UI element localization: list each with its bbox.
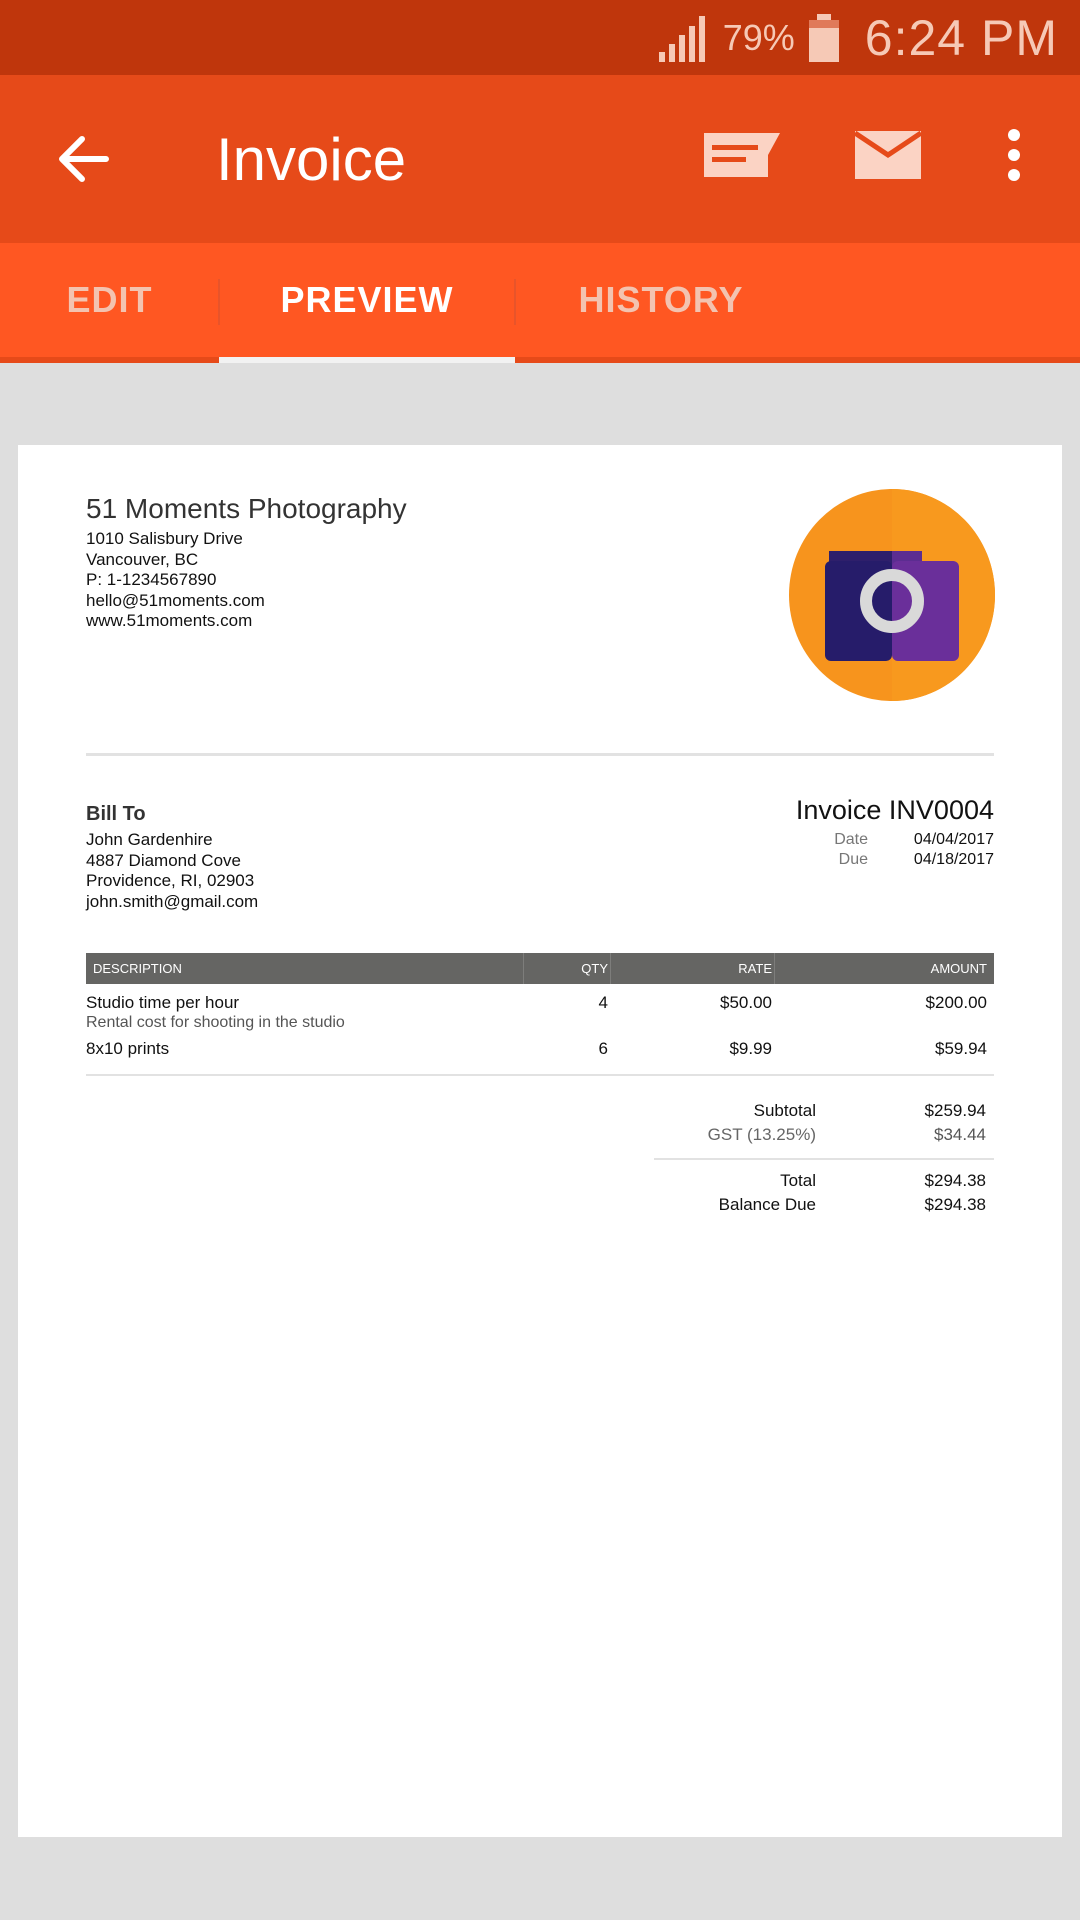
item-rate: $50.00 — [720, 993, 772, 1012]
client-address-line1: 4887 Diamond Cove — [86, 850, 241, 870]
items-divider — [86, 1074, 994, 1076]
active-tab-indicator — [219, 357, 515, 363]
status-bar — [0, 0, 1080, 75]
mail-icon — [853, 129, 923, 181]
subtotal-row — [616, 1101, 994, 1121]
header-rate: RATE — [738, 961, 772, 976]
company-name: 51 Moments Photography — [86, 493, 407, 524]
column-separator — [774, 953, 775, 984]
message-icon — [702, 131, 782, 179]
items-table-header — [86, 953, 994, 984]
company-email: hello@51moments.com — [86, 590, 265, 610]
invoice-number: Invoice INV0004 — [795, 795, 994, 825]
header-description: DESCRIPTION — [93, 961, 182, 976]
back-button[interactable] — [44, 119, 124, 199]
app-bar — [0, 75, 1080, 243]
date-label: Date — [834, 831, 868, 848]
tab-bar — [0, 243, 1080, 363]
tab-edit[interactable]: EDIT — [66, 279, 153, 320]
email-button[interactable] — [852, 115, 924, 195]
subtotal-value: $259.94 — [924, 1101, 986, 1120]
tab-history[interactable]: HISTORY — [578, 279, 744, 320]
item-amount: $59.94 — [935, 1039, 987, 1058]
back-arrow-icon — [58, 135, 110, 183]
total-row — [616, 1171, 994, 1191]
item-qty: 4 — [598, 993, 608, 1012]
subtotal-label: Subtotal — [753, 1101, 816, 1120]
company-address-line1: 1010 Salisbury Drive — [86, 529, 243, 548]
item-amount: $200.00 — [925, 993, 987, 1012]
tab-preview[interactable]: PREVIEW — [280, 279, 454, 320]
header-qty: QTY — [581, 961, 608, 976]
invoice-due-row — [788, 851, 994, 869]
balance-due-value: $294.38 — [924, 1195, 986, 1214]
company-phone: P: 1-1234567890 — [86, 570, 217, 589]
more-options-button[interactable] — [992, 115, 1036, 195]
page-title: Invoice — [216, 126, 407, 193]
bill-to-details — [86, 830, 258, 912]
item-description: 8x10 prints — [86, 1039, 170, 1058]
battery-percent: 79% — [722, 16, 795, 58]
table-row — [86, 1039, 994, 1061]
due-value: 04/18/2017 — [913, 851, 994, 868]
item-qty: 6 — [598, 1039, 608, 1058]
status-indicators — [657, 0, 1058, 75]
total-label: Total — [780, 1171, 816, 1190]
client-email: john.smith@gmail.com — [86, 891, 259, 911]
header-amount: AMOUNT — [930, 961, 987, 976]
header-divider — [86, 753, 994, 756]
client-address-line2: Providence, RI, 02903 — [86, 871, 255, 890]
company-website: www.51moments.com — [86, 611, 253, 630]
invoice-date-row — [788, 831, 994, 849]
signal-icon — [657, 14, 709, 62]
camera-logo-icon — [789, 489, 995, 701]
clock: 6:24 PM — [864, 9, 1058, 66]
balance-due-row — [616, 1195, 994, 1215]
item-description: Studio time per hour — [86, 993, 240, 1012]
client-name: John Gardenhire — [86, 830, 213, 849]
more-vert-icon — [1004, 129, 1024, 181]
tax-label: GST (13.25%) — [707, 1125, 816, 1144]
tax-row — [616, 1125, 994, 1145]
invoice-preview — [18, 445, 1062, 1837]
column-separator — [610, 953, 611, 984]
item-detail: Rental cost for shooting in the studio — [86, 1014, 345, 1031]
message-button[interactable] — [702, 115, 782, 195]
tax-value: $34.44 — [934, 1125, 986, 1144]
company-address-line2: Vancouver, BC — [86, 549, 199, 569]
item-rate: $9.99 — [729, 1039, 772, 1058]
totals-divider — [654, 1158, 994, 1160]
due-label: Due — [838, 851, 868, 868]
table-row — [86, 993, 994, 1037]
battery-icon — [807, 14, 841, 62]
date-value: 04/04/2017 — [913, 831, 994, 848]
bill-to-heading: Bill To — [86, 803, 146, 825]
company-details — [86, 529, 265, 632]
total-value: $294.38 — [924, 1171, 986, 1190]
column-separator — [523, 953, 524, 984]
balance-due-label: Balance Due — [718, 1195, 816, 1214]
